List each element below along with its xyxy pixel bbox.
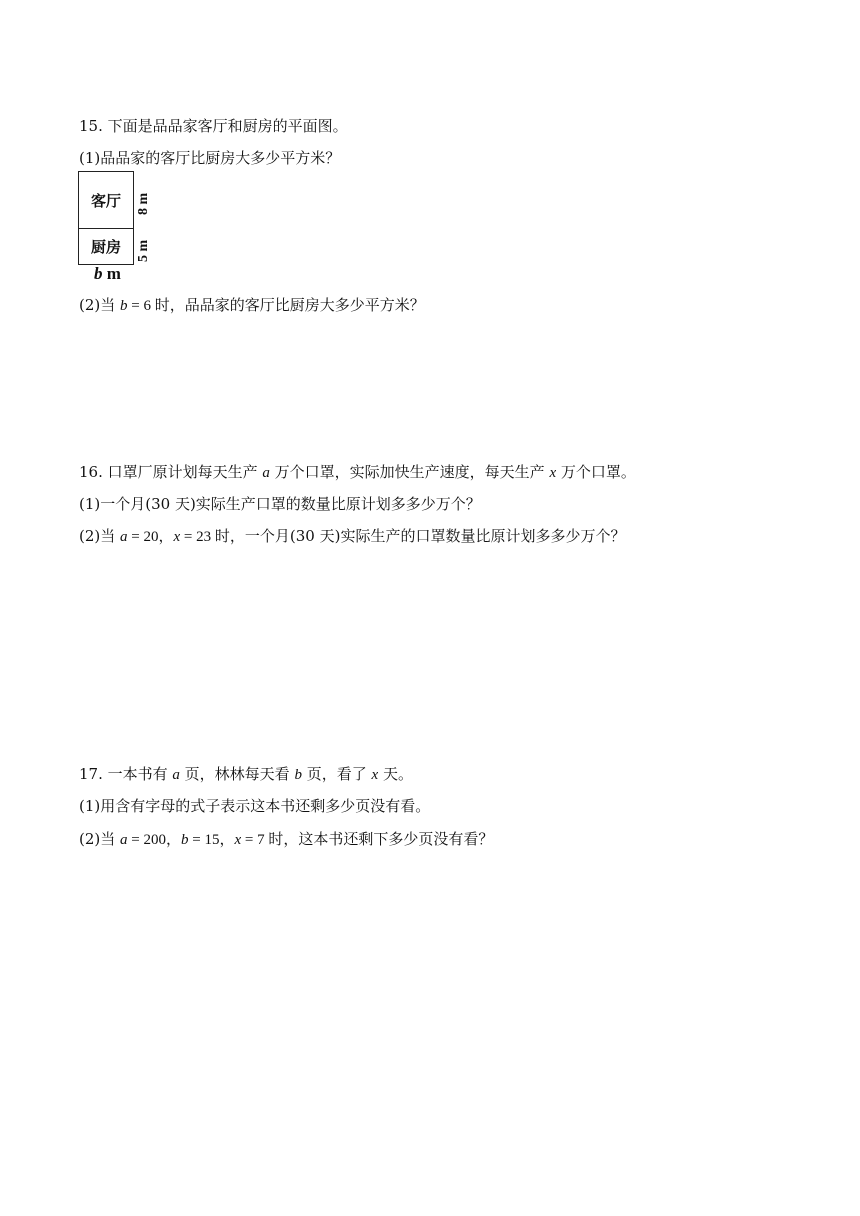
variable: b xyxy=(181,832,189,848)
text: 时，一个月(30 天)实际生产的口罩数量比原计划多多少万个？ xyxy=(214,527,626,545)
living-room-dimension: 8 m xyxy=(136,192,151,215)
variable: b xyxy=(294,767,302,783)
variable: x xyxy=(173,529,181,545)
kitchen-dimension: 5 m xyxy=(136,239,151,262)
text: = 15， xyxy=(188,832,235,848)
text: 万个口罩，实际加快生产速度，每天生产 xyxy=(269,463,550,481)
variable: a xyxy=(120,529,128,545)
q15-part1: (1)品品家的客厅比厨房大多少平方米？ xyxy=(79,149,341,167)
living-room xyxy=(78,171,134,229)
width-unit: m xyxy=(106,264,121,283)
q15-part2 xyxy=(79,295,425,316)
q16-part1: (1)一个月(30 天)实际生产口罩的数量比原计划多多少万个？ xyxy=(79,495,481,513)
width-dimension xyxy=(94,264,121,284)
text: 17. 一本书有 xyxy=(79,765,173,783)
floor-plan-figure xyxy=(78,171,168,283)
text: = 6 xyxy=(127,298,155,314)
text: (2)当 xyxy=(79,527,121,545)
kitchen-label: 厨房 xyxy=(90,237,121,256)
text: = 200， xyxy=(127,832,181,848)
kitchen xyxy=(78,228,134,265)
q17-title xyxy=(79,764,413,785)
text: = 7 xyxy=(241,832,269,848)
text: (2)当 xyxy=(79,296,121,314)
variable: x xyxy=(234,832,242,848)
variable: x xyxy=(549,465,557,481)
q17-part2 xyxy=(79,829,493,850)
text: 页，看了 xyxy=(301,765,372,783)
text: 时，这本书还剩下多少页没有看？ xyxy=(268,830,494,848)
text: = 20， xyxy=(127,529,174,545)
text: 天。 xyxy=(378,765,413,783)
q17-part1: (1)用含有字母的式子表示这本书还剩多少页没有看。 xyxy=(79,797,431,815)
text: 时，品品家的客厅比厨房大多少平方米？ xyxy=(154,296,425,314)
text: (2)当 xyxy=(79,830,121,848)
text: = 23 xyxy=(180,529,215,545)
q16-part2 xyxy=(79,526,625,547)
variable: a xyxy=(120,832,128,848)
width-variable: b xyxy=(94,264,103,283)
text: 16. 口罩厂原计划每天生产 xyxy=(79,463,263,481)
q16-title xyxy=(79,462,636,483)
q15-title: 15. 下面是品品家客厅和厨房的平面图。 xyxy=(79,117,348,135)
text: 万个口罩。 xyxy=(556,463,636,481)
variable: a xyxy=(172,767,180,783)
variable: b xyxy=(120,298,128,314)
variable: x xyxy=(371,767,379,783)
text: 页，林林每天看 xyxy=(179,765,295,783)
variable: a xyxy=(262,465,270,481)
living-room-label: 客厅 xyxy=(90,191,121,210)
